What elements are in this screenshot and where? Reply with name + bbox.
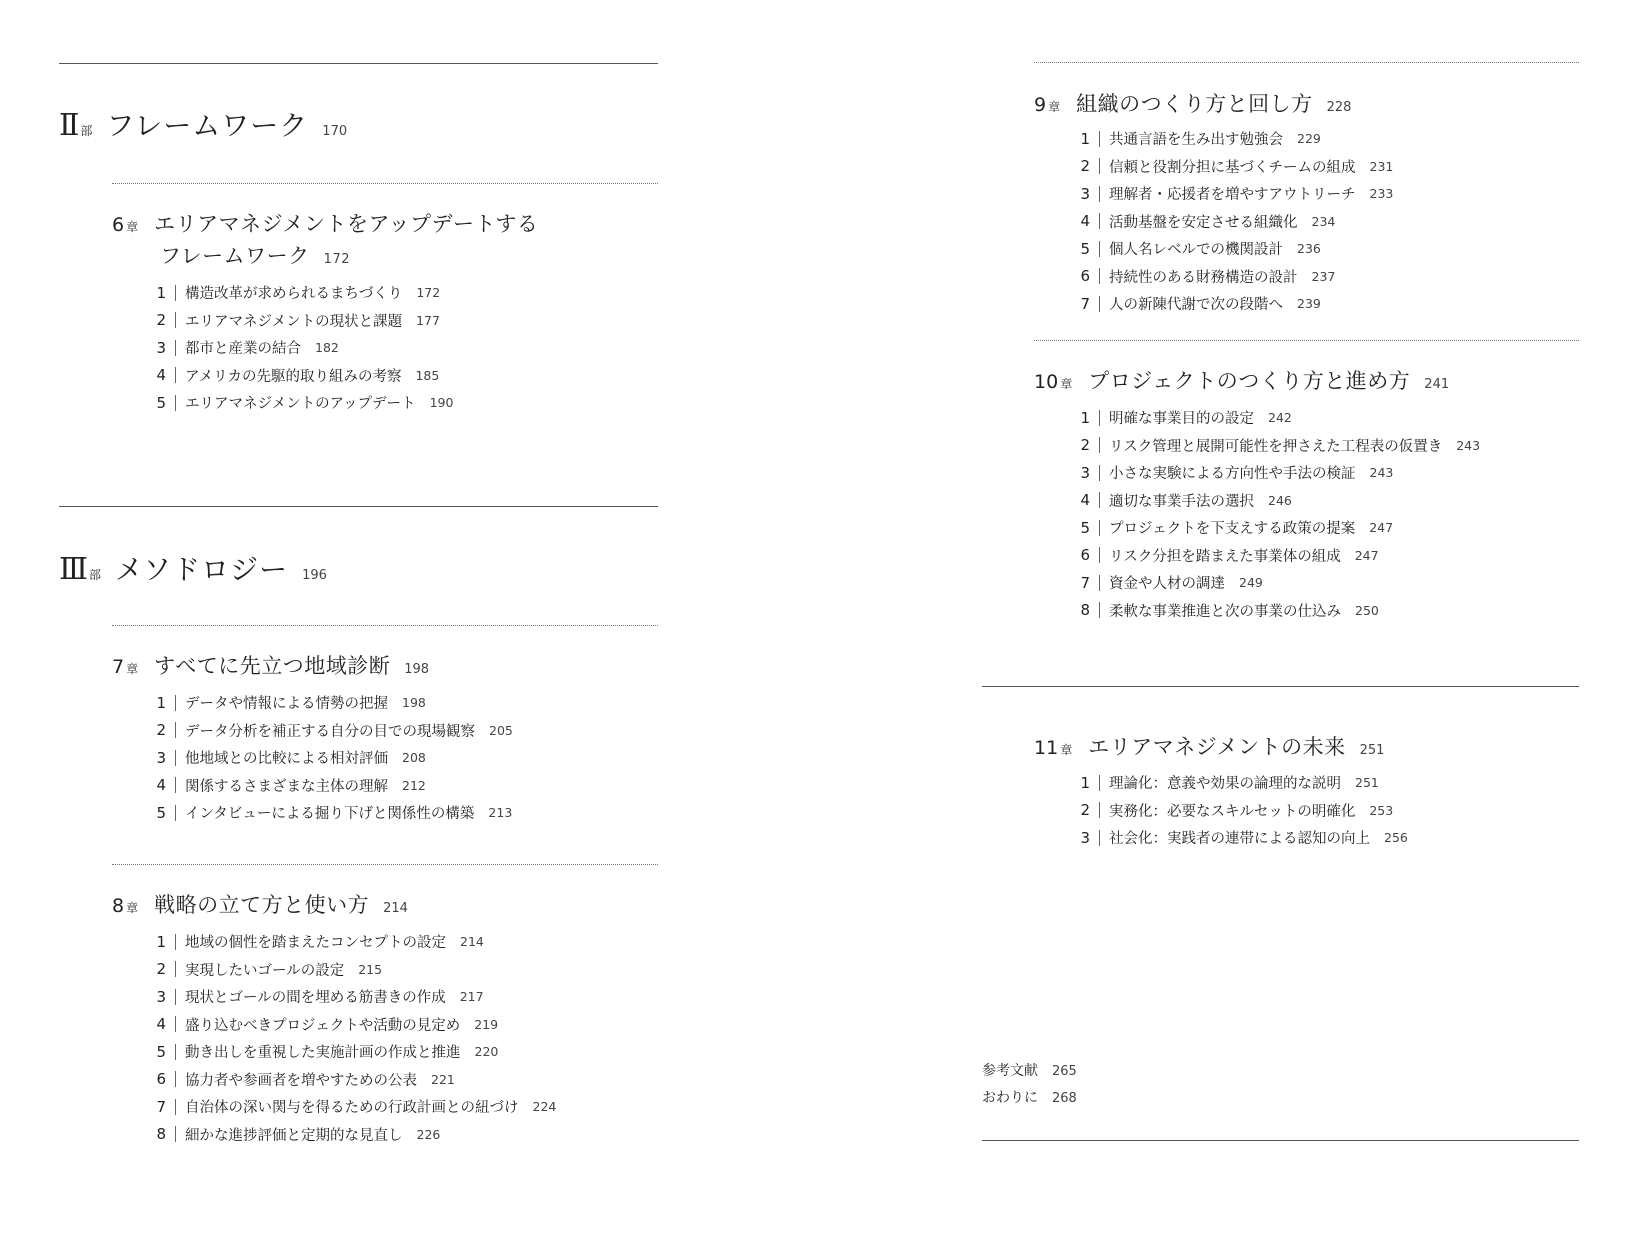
toc-item[interactable]: [1078, 824, 1408, 852]
page-number: 208: [402, 750, 426, 766]
chapter-suffix: 章: [1060, 377, 1073, 391]
toc-item[interactable]: [1078, 208, 1393, 236]
chapter-title: 組織のつくり方と回し方: [1076, 92, 1313, 116]
chapter-title: エリアマネジメントをアップデートする: [154, 212, 539, 236]
separator: [1099, 547, 1100, 563]
chapter-title: フレームワーク: [160, 244, 310, 268]
page-number: 177: [416, 312, 440, 328]
item-title: 理解者・応援者を増やすアウトリーチ: [1109, 187, 1356, 204]
item-number: 3: [1080, 828, 1090, 847]
afterword-label: おわりに: [982, 1090, 1038, 1106]
page-number: 212: [402, 777, 426, 793]
toc-item[interactable]: [154, 772, 513, 800]
page-number: 249: [1239, 575, 1263, 591]
toc-item[interactable]: [154, 799, 513, 827]
item-number: 4: [156, 366, 166, 385]
page-number: 256: [1384, 830, 1408, 846]
toc-item[interactable]: [154, 744, 513, 772]
part-number: Ⅲ: [59, 552, 88, 587]
item-title: リスク管理と展開可能性を押さえた工程表の仮置き: [1109, 438, 1443, 455]
page-number: 217: [459, 989, 484, 1005]
chapter-suffix: 章: [126, 901, 139, 915]
chapter-10-items: [1078, 404, 1480, 624]
item-title: 細かな進捗評価と定期的な見直し: [185, 1127, 403, 1144]
separator: [1099, 131, 1100, 147]
page-number: 226: [416, 1126, 441, 1142]
separator: [175, 1071, 176, 1087]
item-number: 8: [1080, 601, 1090, 620]
chapter-11-items: [1078, 769, 1408, 852]
toc-item[interactable]: [1078, 432, 1480, 460]
page-number: 205: [489, 722, 513, 738]
item-title: アメリカの先駆的取り組みの考察: [185, 368, 402, 385]
chapter-suffix: 章: [126, 220, 139, 234]
page-number: 221: [431, 1071, 455, 1087]
item-title: 実務化：必要なスキルセットの明確化: [1109, 803, 1356, 820]
separator: [1099, 520, 1100, 536]
toc-item[interactable]: [1078, 597, 1480, 625]
chapter-9-heading: [1034, 88, 1351, 118]
separator: [175, 1016, 176, 1032]
chapter-number: 9: [1034, 94, 1047, 116]
part-number: Ⅱ: [59, 108, 80, 143]
toc-item[interactable]: [1078, 263, 1393, 291]
page-number: 213: [488, 805, 513, 821]
chapter-11-heading: [1034, 731, 1384, 761]
page-number: 214: [460, 934, 484, 950]
chapter-7-heading: [112, 650, 429, 680]
item-number: 5: [156, 1042, 166, 1061]
item-number: 2: [156, 960, 166, 979]
page-number: 224: [532, 1099, 557, 1115]
item-number: 3: [156, 987, 166, 1006]
toc-item[interactable]: [154, 956, 556, 984]
separator: [175, 777, 176, 793]
page-number: 250: [1355, 602, 1379, 618]
toc-item[interactable]: [154, 983, 556, 1011]
item-title: エリアマネジメントの現状と課題: [185, 313, 403, 330]
toc-item[interactable]: [154, 389, 453, 417]
page-number: 215: [358, 961, 383, 977]
separator: [1099, 492, 1100, 508]
item-number: 7: [1080, 573, 1090, 592]
references-entry[interactable]: [982, 1060, 1077, 1080]
separator: [175, 340, 176, 356]
chapter-6-heading: [112, 208, 538, 238]
chapter-number: 11: [1034, 737, 1059, 759]
item-title: 共通言語を生み出す勉強会: [1109, 132, 1283, 149]
separator: [175, 961, 176, 977]
item-title: データや情報による情勢の把握: [185, 696, 388, 713]
item-title: 社会化：実践者の連帯による認知の向上: [1109, 831, 1370, 848]
separator: [175, 1044, 176, 1060]
item-number: 2: [156, 721, 166, 740]
page-number: 172: [416, 285, 441, 301]
toc-item[interactable]: [1078, 153, 1393, 181]
item-title: 適切な事業手法の選択: [1109, 493, 1254, 510]
separator: [175, 367, 176, 383]
chapter-number: 7: [112, 656, 125, 678]
toc-item[interactable]: [154, 928, 556, 956]
toc-item[interactable]: [154, 1011, 556, 1039]
chapter-7-items: [154, 689, 513, 827]
item-title: 現状とゴールの間を埋める筋書きの作成: [185, 990, 446, 1007]
toc-item[interactable]: [154, 307, 453, 335]
chapter-8-heading: [112, 889, 408, 919]
separator: [175, 1126, 176, 1142]
page-number: 253: [1369, 802, 1394, 818]
item-title: 持続性のある財務構造の設計: [1109, 269, 1298, 286]
page-number: 243: [1369, 465, 1394, 481]
page-number: 220: [474, 1044, 499, 1060]
separator: [175, 722, 176, 738]
page-number: 219: [474, 1016, 499, 1032]
page-number: 185: [415, 367, 440, 383]
page-number: 233: [1369, 186, 1394, 202]
separator: [175, 695, 176, 711]
item-title: 小さな実験による方向性や手法の検証: [1109, 466, 1356, 483]
toc-item[interactable]: [154, 1121, 556, 1149]
item-title: 実現したいゴールの設定: [185, 962, 345, 979]
chapter-6-title-line2: [160, 240, 350, 270]
separator: [175, 934, 176, 950]
separator: [1099, 802, 1100, 818]
item-title: 構造改革が求められるまちづくり: [185, 286, 403, 303]
item-number: 4: [156, 776, 166, 795]
divider: [112, 183, 658, 184]
chapter-suffix: 章: [126, 662, 139, 676]
page-number: 236: [1297, 241, 1321, 257]
item-number: 3: [1080, 184, 1090, 203]
toc-item[interactable]: [1078, 514, 1480, 542]
separator: [175, 1099, 176, 1115]
item-title: 明確な事業目的の設定: [1109, 411, 1254, 428]
toc-item[interactable]: [154, 1066, 556, 1094]
item-number: 1: [156, 693, 166, 712]
toc-item[interactable]: [1078, 290, 1393, 318]
chapter-suffix: 章: [1060, 743, 1073, 757]
item-title: データ分析を補正する自分の目での現場観察: [185, 723, 475, 740]
separator: [175, 285, 176, 301]
chapter-number: 8: [112, 895, 125, 917]
separator: [1099, 410, 1100, 426]
item-title: 信頼と役割分担に基づくチームの組成: [1109, 159, 1356, 176]
separator: [175, 312, 176, 328]
divider: [112, 864, 658, 865]
item-title: 動き出しを重視した実施計画の作成と推進: [185, 1045, 461, 1062]
separator: [1099, 575, 1100, 591]
toc-item[interactable]: [154, 689, 513, 717]
item-title: 地域の個性を踏まえたコンセプトの設定: [185, 935, 446, 952]
page-number: 237: [1311, 268, 1336, 284]
item-number: 2: [1080, 157, 1090, 176]
divider: [112, 625, 658, 626]
item-number: 5: [156, 393, 166, 412]
toc-item[interactable]: [1078, 404, 1480, 432]
item-number: 3: [156, 748, 166, 767]
item-number: 7: [156, 1097, 166, 1116]
item-number: 1: [1080, 129, 1090, 148]
references-label: 参考文献: [982, 1063, 1038, 1079]
toc-item[interactable]: [1078, 235, 1393, 263]
separator: [1099, 158, 1100, 174]
page-number: 196: [302, 568, 327, 583]
item-title: エリアマネジメントのアップデート: [185, 396, 416, 413]
separator: [1099, 437, 1100, 453]
page-number: 246: [1268, 492, 1292, 508]
page-number: 172: [323, 252, 350, 267]
item-number: 4: [1080, 212, 1090, 231]
separator: [1099, 186, 1100, 202]
part-suffix: 部: [88, 568, 101, 582]
page-number: 268: [1052, 1091, 1077, 1106]
page-number: 228: [1326, 100, 1352, 115]
item-number: 6: [156, 1070, 166, 1089]
page-number: 214: [383, 901, 408, 916]
separator: [1099, 602, 1100, 618]
toc-item[interactable]: [1078, 125, 1393, 153]
page-number: 198: [404, 662, 430, 677]
item-title: 協力者や参画者を増やすための公表: [185, 1072, 417, 1089]
item-number: 3: [156, 338, 166, 357]
item-number: 6: [1080, 267, 1090, 286]
chapter-10-heading: [1034, 365, 1449, 395]
part-2-heading: [59, 104, 347, 144]
separator: [175, 989, 176, 1005]
page-number: 190: [429, 395, 454, 411]
item-number: 1: [1080, 408, 1090, 427]
item-number: 1: [1080, 773, 1090, 792]
toc-item[interactable]: [1078, 459, 1480, 487]
part-title: フレームワーク: [106, 109, 309, 142]
item-number: 6: [1080, 546, 1090, 565]
page-number: 247: [1369, 520, 1394, 536]
separator: [1099, 775, 1100, 791]
part-3-heading: [59, 548, 327, 588]
page-number: 239: [1297, 296, 1321, 312]
separator: [1099, 268, 1100, 284]
item-number: 2: [1080, 436, 1090, 455]
separator: [1099, 241, 1100, 257]
toc-item[interactable]: [154, 717, 513, 745]
chapter-title: 戦略の立て方と使い方: [154, 893, 370, 917]
page-number: 251: [1355, 775, 1379, 791]
item-title: 活動基盤を安定させる組織化: [1109, 214, 1298, 231]
item-title: インタビューによる掘り下げと関係性の構築: [185, 806, 475, 823]
item-title: リスク分担を踏まえた事業体の組成: [1109, 548, 1341, 565]
toc-item[interactable]: [1078, 180, 1393, 208]
chapter-9-items: [1078, 125, 1393, 318]
separator: [175, 750, 176, 766]
divider: [1034, 340, 1579, 341]
divider: [1034, 62, 1579, 63]
toc-item[interactable]: [154, 334, 453, 362]
item-number: 8: [156, 1125, 166, 1144]
divider: [982, 686, 1579, 687]
separator: [175, 395, 176, 411]
item-title: 関係するさまざまな主体の理解: [185, 778, 388, 795]
page-number: 234: [1311, 213, 1336, 229]
page-number: 182: [315, 340, 339, 356]
item-title: 個人名レベルでの機関設計: [1109, 242, 1283, 259]
chapter-title: プロジェクトのつくり方と進め方: [1088, 369, 1411, 393]
separator: [1099, 296, 1100, 312]
item-number: 1: [156, 283, 166, 302]
separator: [175, 805, 176, 821]
chapter-number: 6: [112, 214, 125, 236]
page-number: 265: [1052, 1064, 1077, 1079]
item-number: 5: [1080, 518, 1090, 537]
item-title: 盛り込むべきプロジェクトや活動の見定め: [185, 1017, 461, 1034]
chapter-title: すべてに先立つ地域診断: [154, 654, 391, 678]
part-title: メソドロジー: [114, 553, 289, 586]
separator: [1099, 830, 1100, 846]
page-number: 251: [1359, 743, 1385, 758]
item-number: 5: [1080, 239, 1090, 258]
item-number: 4: [1080, 491, 1090, 510]
item-title: 自治体の深い関与を得るための行政計画との紐づけ: [185, 1100, 519, 1117]
toc-item[interactable]: [1078, 797, 1408, 825]
part-suffix: 部: [80, 124, 93, 138]
chapter-6-items: [154, 279, 453, 417]
page-number: 170: [322, 124, 348, 139]
item-title: 資金や人材の調達: [1109, 576, 1225, 593]
item-number: 2: [1080, 801, 1090, 820]
chapter-suffix: 章: [1048, 100, 1061, 114]
divider: [982, 1140, 1579, 1141]
afterword-entry[interactable]: [982, 1087, 1077, 1107]
toc-item[interactable]: [154, 279, 453, 307]
separator: [1099, 213, 1100, 229]
item-title: 他地域との比較による相対評価: [185, 751, 388, 768]
toc-item[interactable]: [1078, 487, 1480, 515]
item-number: 3: [1080, 463, 1090, 482]
toc-item[interactable]: [154, 1038, 556, 1066]
toc-item[interactable]: [1078, 542, 1480, 570]
divider: [59, 506, 658, 507]
item-number: 1: [156, 932, 166, 951]
item-number: 2: [156, 311, 166, 330]
page-number: 241: [1424, 377, 1450, 392]
item-title: 都市と産業の結合: [185, 341, 301, 358]
chapter-8-items: [154, 928, 556, 1148]
toc-item[interactable]: [1078, 769, 1408, 797]
item-title: 人の新陳代謝で次の段階へ: [1109, 297, 1283, 314]
page-number: 243: [1456, 437, 1481, 453]
item-number: 7: [1080, 294, 1090, 313]
item-title: 理論化：意義や効果の論理的な説明: [1109, 776, 1341, 793]
page-number: 242: [1268, 410, 1292, 426]
toc-item[interactable]: [154, 1093, 556, 1121]
item-number: 4: [156, 1015, 166, 1034]
item-title: 柔軟な事業推進と次の事業の仕込み: [1109, 603, 1341, 620]
item-title: プロジェクトを下支えする政策の提案: [1109, 521, 1356, 538]
chapter-number: 10: [1034, 371, 1059, 393]
page-number: 247: [1354, 547, 1379, 563]
toc-item[interactable]: [1078, 569, 1480, 597]
page-number: 198: [402, 695, 426, 711]
page-number: 231: [1369, 158, 1394, 174]
separator: [1099, 465, 1100, 481]
page-number: 229: [1297, 131, 1321, 147]
item-number: 5: [156, 803, 166, 822]
toc-item[interactable]: [154, 362, 453, 390]
chapter-title: エリアマネジメントの未来: [1088, 735, 1346, 759]
divider: [59, 63, 658, 64]
